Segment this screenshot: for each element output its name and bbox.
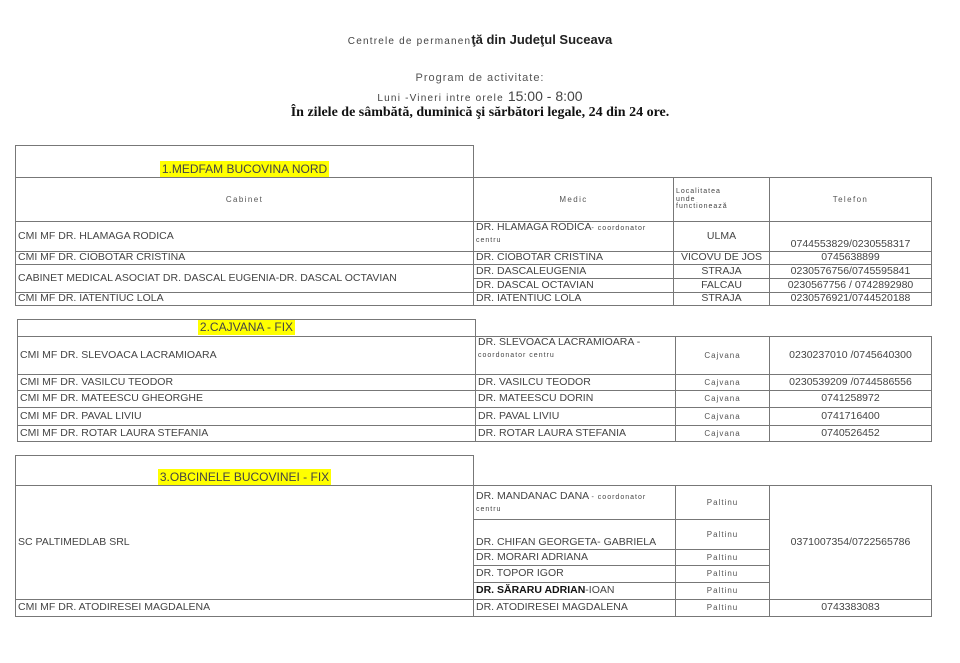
localitate-cell: Cajvana [676,337,770,375]
medic-cell: DR. MANDANAC DANA - coordonator centru [474,486,676,520]
medic-cell: DR. IATENTIUC LOLA [474,293,674,306]
cabinet-cell: CMI MF DR. HLAMAGA RODICA [16,222,474,252]
cabinet-cell: CMI MF DR. SLEVOACA LACRAMIOARA [18,337,476,375]
section1-table [15,145,932,306]
table-row [18,391,932,408]
table-row [18,426,932,442]
cabinet-cell: CMI MF DR. CIOBOTAR CRISTINA [16,252,474,265]
localitate-cell: Cajvana [676,426,770,442]
program-label: Program de activitate: [415,72,545,84]
localitate-cell: Paltinu [676,566,770,583]
table-row [16,486,932,520]
telefon-cell: 0740526452 [770,426,932,442]
localitate-cell: Paltinu [676,583,770,600]
medic-cell: DR. MORARI ADRIANA [474,550,676,566]
medic-cell: DR. SLEVOACA LACRAMIOARA - coordonator centru [476,337,676,375]
table-row [16,265,932,279]
telefon-cell: 0371007354/0722565786 [770,486,932,600]
telefon-cell: 0744553829/0230558317 [770,222,932,252]
section3-table [15,455,932,617]
section2-table [17,319,932,442]
cabinet-cell: CMI MF DR. ROTAR LAURA STEFANIA [18,426,476,442]
localitate-cell: Cajvana [676,408,770,426]
telefon-cell: 0230237010 /0745640300 [770,337,932,375]
table-row [16,600,932,617]
localitate-cell: Paltinu [676,600,770,617]
table-row [18,408,932,426]
localitate-cell: Paltinu [676,486,770,520]
medic-cell: DR. SĂRARU ADRIAN-IOAN [474,583,676,600]
medic-cell: DR. DASCAL OCTAVIAN [474,279,674,293]
col-header-cabinet: Cabinet [16,178,474,222]
medic-cell: DR. DASCALEUGENIA [474,265,674,279]
localitate-cell: STRAJA [674,293,770,306]
telefon-cell: 0741716400 [770,408,932,426]
table-row [16,222,932,252]
cabinet-cell: SC PALTIMEDLAB SRL [16,486,474,600]
medic-cell: DR. PAVAL LIVIU [476,408,676,426]
cabinet-cell: CMI MF DR. MATEESCU GHEORGHE [18,391,476,408]
weekdays-label: Luni -Vineri intre orele [377,93,508,104]
medic-cell: DR. ROTAR LAURA STEFANIA [476,426,676,442]
medic-cell: DR. CIOBOTAR CRISTINA [474,252,674,265]
table-row [16,293,932,306]
cabinet-cell: CABINET MEDICAL ASOCIAT DR. DASCAL EUGENIA-DR. DASCAL OCTAVIAN [16,265,474,293]
col-header-localitate: Localitatea unde functionează [674,178,770,222]
title-bold: ţă din Judeţul Suceava [471,32,613,47]
section1-title-cell [16,146,474,178]
localitate-cell: STRAJA [674,265,770,279]
col-header-telefon: Telefon [770,178,932,222]
telefon-cell: 0745638899 [770,252,932,265]
telefon-cell: 0230567756 / 0742892980 [770,279,932,293]
medic-cell: DR. CHIFAN GEORGETA- GABRIELA [474,520,676,550]
section3-title: 3.OBCINELE BUCOVINEI - FIX [159,470,330,485]
localitate-cell: FALCAU [674,279,770,293]
medic-cell: DR. TOPOR IGOR [474,566,676,583]
title-spaced: Centrele de permanen [347,36,472,47]
weekday-hours [0,88,960,104]
telefon-cell: 0230539209 /0744586556 [770,375,932,391]
weekdays-hours-value: 15:00 - 8:00 [507,88,583,104]
telefon-cell: 0741258972 [770,391,932,408]
localitate-cell: Cajvana [676,375,770,391]
table-row [18,337,932,375]
medic-cell: DR. HLAMAGA RODICA- coordonator centru [474,222,674,252]
section2-title: 2.CAJVANA - FIX [199,320,294,335]
localitate-cell: VICOVU DE JOS [674,252,770,265]
localitate-cell: Cajvana [676,391,770,408]
cabinet-cell: CMI MF DR. VASILCU TEODOR [18,375,476,391]
localitate-cell: Paltinu [676,520,770,550]
medic-cell: DR. MATEESCU DORIN [476,391,676,408]
telefon-cell: 0230576921/0744520188 [770,293,932,306]
col-header-medic: Medic [474,178,674,222]
localitate-cell: Paltinu [676,550,770,566]
section3-title-cell [16,456,474,486]
telefon-cell: 0230576756/0745595841 [770,265,932,279]
section2-title-cell [18,320,476,337]
localitate-cell: ULMA [674,222,770,252]
cabinet-cell: CMI MF DR. PAVAL LIVIU [18,408,476,426]
medic-cell: DR. ATODIRESEI MAGDALENA [474,600,676,617]
cabinet-cell: CMI MF DR. IATENTIUC LOLA [16,293,474,306]
table-row [18,375,932,391]
medic-cell: DR. VASILCU TEODOR [476,375,676,391]
section1-title: 1.MEDFAM BUCOVINA NORD [161,162,328,177]
cabinet-cell: CMI MF DR. ATODIRESEI MAGDALENA [16,600,474,617]
page-title [0,32,960,47]
table-row [16,252,932,265]
telefon-cell: 0743383083 [770,600,932,617]
weekend-notice: În zilele de sâmbătă, duminică şi sărbători legale, 24 din 24 ore. [290,105,670,120]
